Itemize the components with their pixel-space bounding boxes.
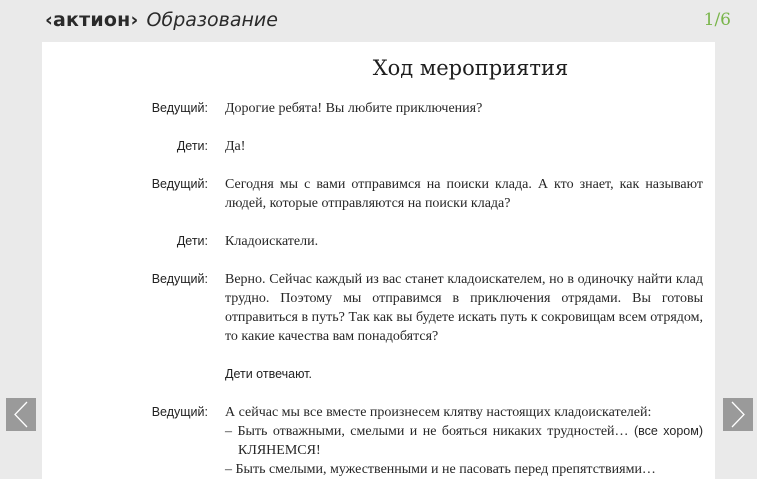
chevron-left-icon xyxy=(6,398,36,431)
speaker-label: Дети: xyxy=(176,234,208,248)
dialogue-text: Сегодня мы с вами отправимся на поиски клада. А кто знает, как называют людей, которые отправляются на поиски клада? xyxy=(225,177,703,211)
dialogue-text: Кладоискатели. xyxy=(225,234,319,249)
aktion-logo[interactable] xyxy=(45,9,278,31)
stage-note: Дети отвечают. xyxy=(225,367,312,381)
document-page xyxy=(42,42,715,479)
oath-item-text: – Быть смелыми, мужественными и не пасовать перед препятствиями… xyxy=(225,462,656,477)
oath-item xyxy=(225,460,703,479)
oath-item-note: (все хором) xyxy=(634,424,704,438)
dialogue-text: Верно. Сейчас каждый из вас станет кладоискателем, но в одиночку найти клад трудно. Поэтому мы отправимся в приключения отрядами. Вы готовы отправиться в путь? Так как вы будете искать путь к сокровищам всем отрядом, то какие качества вам понадобятся? xyxy=(225,272,703,344)
header-bar xyxy=(0,0,757,42)
speaker-label: Ведущий: xyxy=(151,101,208,115)
oath-item xyxy=(225,422,703,460)
logo-brand: ‹актион› xyxy=(45,9,139,31)
page-counter: 1/6 xyxy=(703,10,731,30)
chevron-right-icon xyxy=(723,398,753,431)
oath-item-text: – Быть отважными, смелыми и не бояться никаких трудностей… xyxy=(225,424,629,439)
dialogue-text: Да! xyxy=(225,139,246,154)
speaker-label: Ведущий: xyxy=(151,405,208,419)
logo-product: Образование xyxy=(146,9,278,31)
dialogue-text xyxy=(225,403,703,479)
speaker-label: Ведущий: xyxy=(151,272,208,286)
next-page-button[interactable] xyxy=(723,398,753,431)
dialogue-text: Дорогие ребята! Вы любите приключения? xyxy=(225,101,483,116)
oath-item-end: КЛЯНЕМСЯ! xyxy=(238,443,321,458)
prev-page-button[interactable] xyxy=(6,398,36,431)
document-title: Ход мероприятия xyxy=(372,56,569,80)
oath-intro: А сейчас мы все вместе произнесем клятву настоящих кладоискателей: xyxy=(225,405,652,420)
speaker-label: Дети: xyxy=(176,139,208,153)
speaker-label: Ведущий: xyxy=(151,177,208,191)
